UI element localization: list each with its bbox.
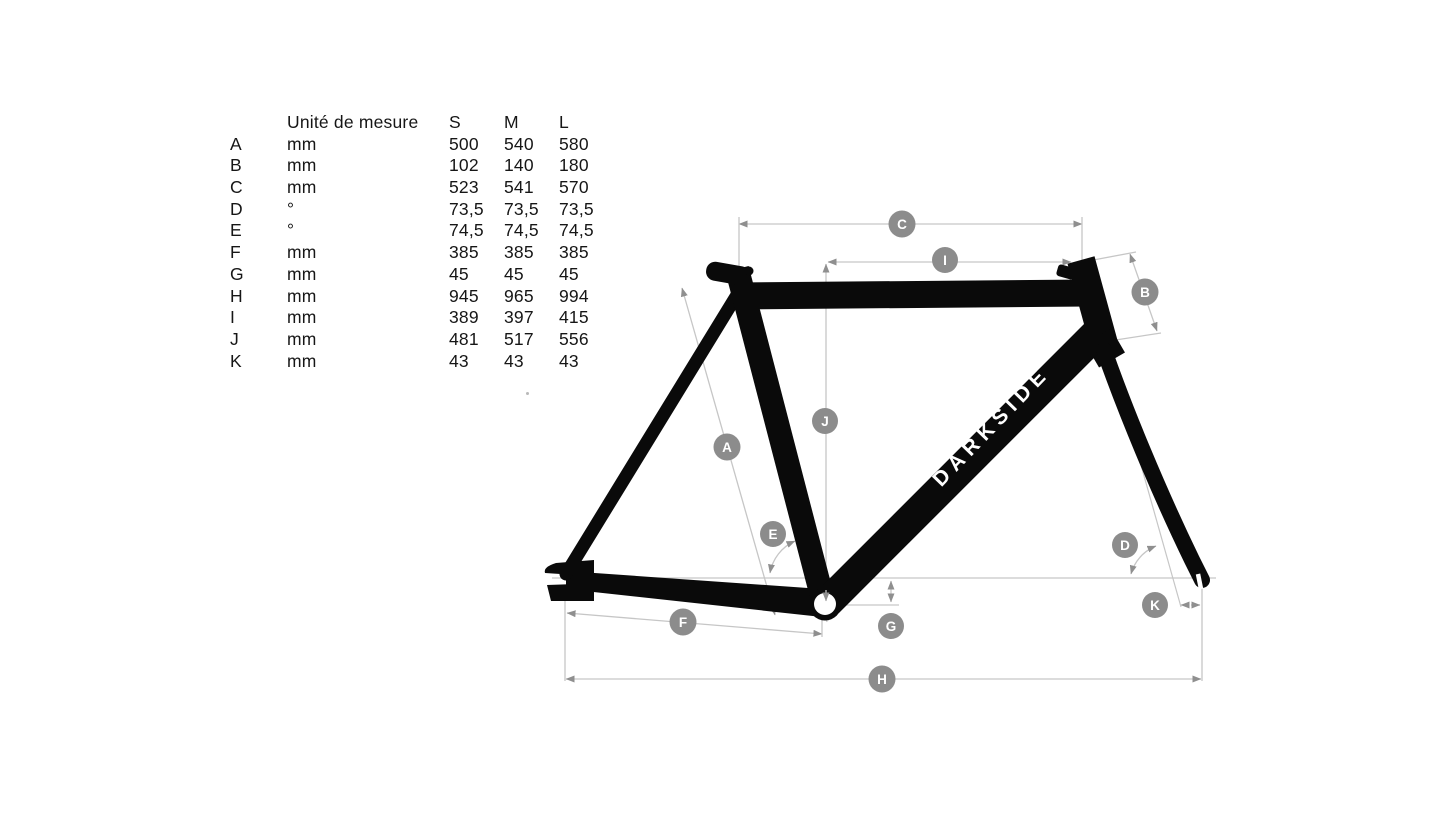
row-value-s: 500	[449, 133, 479, 154]
row-value-m: 74,5	[504, 220, 539, 241]
seat-tube	[737, 269, 824, 604]
row-value-m: 385	[504, 242, 534, 263]
row-value-m: 397	[504, 307, 534, 328]
row-value-l: 73,5	[559, 198, 594, 219]
row-value-s: 74,5	[449, 220, 484, 241]
badge-letter: J	[821, 414, 829, 429]
badge-letter: A	[722, 440, 732, 455]
row-letter: G	[230, 263, 244, 284]
row-value-m: 43	[504, 350, 524, 371]
row-letter: K	[230, 350, 242, 371]
row-unit: mm	[287, 285, 317, 306]
row-value-s: 102	[449, 155, 479, 176]
badge-letter: C	[897, 217, 907, 232]
dim-marker-g	[878, 613, 904, 639]
row-value-l: 580	[559, 133, 589, 154]
dim-marker-a	[714, 434, 741, 461]
seat-clamp-bolt	[745, 267, 754, 276]
row-unit: °	[287, 220, 295, 241]
row-letter: B	[230, 155, 242, 176]
row-value-m: 517	[504, 328, 534, 349]
badge-letter: H	[877, 672, 887, 687]
row-value-l: 74,5	[559, 220, 594, 241]
row-value-m: 541	[504, 177, 534, 198]
row-value-l: 45	[559, 263, 579, 284]
row-unit: mm	[287, 177, 317, 198]
row-value-s: 45	[449, 263, 469, 284]
row-value-l: 385	[559, 242, 589, 263]
dim-marker-d	[1112, 532, 1138, 558]
row-unit: °	[287, 198, 295, 219]
badge-letter: E	[768, 527, 778, 542]
badge-letter: I	[943, 253, 947, 268]
badge-letter: G	[885, 619, 897, 634]
dim-marker-h	[869, 666, 896, 693]
brand-logo: DARKSIDE	[928, 361, 1055, 492]
dim-marker-j	[812, 408, 838, 434]
row-letter: J	[230, 328, 239, 349]
dim-marker-b	[1132, 279, 1159, 306]
top-tube	[735, 293, 1088, 296]
dim-marker-k	[1142, 592, 1168, 618]
badge-letter: B	[1140, 285, 1150, 300]
row-value-l: 570	[559, 177, 589, 198]
row-letter: E	[230, 220, 242, 241]
row-unit: mm	[287, 263, 317, 284]
table-header-size-s: S	[449, 112, 461, 132]
row-unit: mm	[287, 155, 317, 176]
seat-stay	[566, 290, 740, 574]
dim-marker-c	[889, 211, 916, 238]
row-value-l: 43	[559, 350, 579, 371]
row-value-m: 45	[504, 263, 524, 284]
row-letter: H	[230, 285, 243, 306]
row-value-s: 43	[449, 350, 469, 371]
row-value-m: 140	[504, 155, 534, 176]
row-letter: I	[230, 307, 236, 328]
row-letter: F	[230, 242, 241, 263]
dim-marker-i	[932, 247, 958, 273]
row-unit: mm	[287, 242, 317, 263]
table-header-unit: Unité de mesure	[287, 112, 419, 132]
bike-frame	[545, 260, 1202, 621]
row-unit: mm	[287, 307, 317, 328]
dim-marker-f	[670, 609, 697, 636]
row-value-s: 73,5	[449, 198, 484, 219]
row-value-l: 994	[559, 285, 589, 306]
row-unit: mm	[287, 328, 317, 349]
row-value-l: 556	[559, 328, 589, 349]
badge-letter: F	[678, 615, 688, 630]
table-header-size-m: M	[504, 112, 519, 132]
row-value-s: 523	[449, 177, 479, 198]
fork-dropout-slot	[1198, 574, 1201, 589]
row-unit: mm	[287, 350, 317, 371]
row-value-l: 415	[559, 307, 589, 328]
row-value-l: 180	[559, 155, 589, 176]
row-unit: mm	[287, 133, 317, 154]
row-value-s: 481	[449, 328, 479, 349]
row-letter: C	[230, 177, 243, 198]
row-value-m: 540	[504, 133, 534, 154]
row-letter: D	[230, 198, 243, 219]
badge-letter: K	[1150, 598, 1160, 613]
dim-marker-e	[760, 521, 786, 547]
bottom-bracket	[814, 593, 836, 615]
row-letter: A	[230, 133, 242, 154]
table-header-size-l: L	[559, 112, 569, 132]
row-value-m: 73,5	[504, 198, 539, 219]
row-value-s: 389	[449, 307, 479, 328]
badge-letter: D	[1120, 538, 1130, 553]
row-value-s: 945	[449, 285, 479, 306]
row-value-m: 965	[504, 285, 534, 306]
row-value-s: 385	[449, 242, 479, 263]
